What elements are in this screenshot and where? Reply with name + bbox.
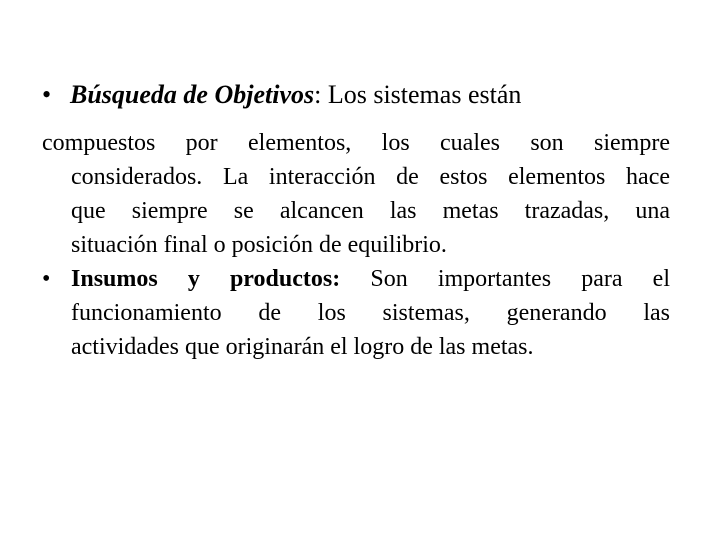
term-busqueda-de-objetivos: Búsqueda de Objetivos [70, 80, 315, 109]
item1-lead-text: : Los sistemas están [314, 80, 522, 109]
item2-first-line-rest: Son importantes para el [370, 266, 671, 292]
bullet-item-busqueda-body [42, 126, 670, 262]
bullet-icon: • [42, 266, 51, 292]
bullet-item-insumos [42, 262, 670, 364]
item1-line-4: situación final o posición de equilibrio. [71, 232, 447, 258]
item2-line-1 [71, 262, 670, 296]
bullet-item-busqueda-heading [42, 78, 521, 112]
bullet-icon: • [42, 80, 52, 109]
item2-line-2: funcionamiento de los sistemas, generando las [71, 300, 670, 326]
item1-line-3: que siempre se alcancen las metas trazadas, una [71, 198, 670, 224]
item2-line-3: actividades que originarán el logro de las metas. [71, 334, 534, 360]
item1-line-1: compuestos por elementos, los cuales son siempre [42, 130, 670, 156]
term-insumos-y-productos: Insumos y productos: [71, 266, 341, 292]
item1-line-2: considerados. La interacción de estos elementos hace [71, 164, 670, 190]
